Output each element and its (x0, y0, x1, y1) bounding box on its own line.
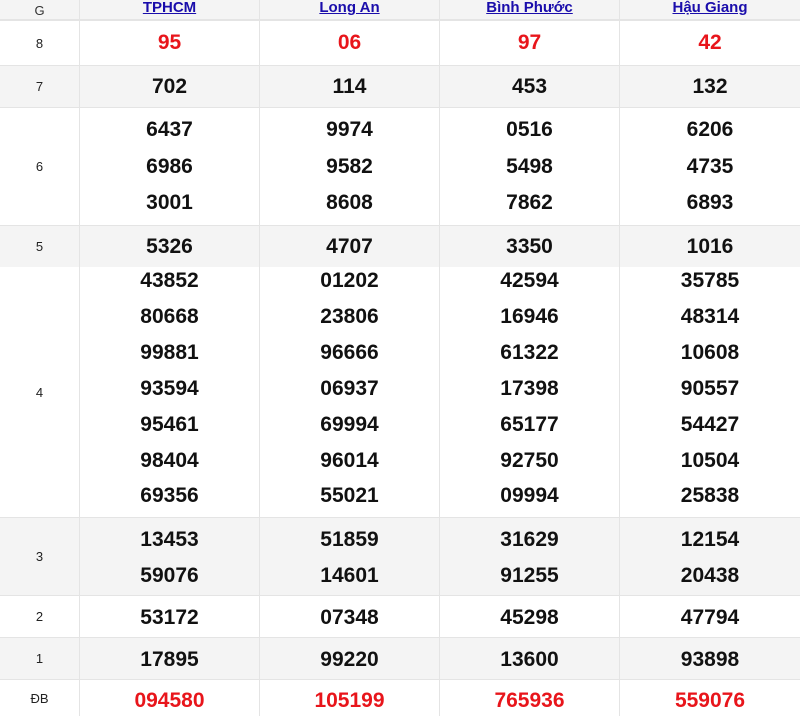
prize-row (0, 267, 800, 517)
province-header-hau-giang (620, 0, 800, 20)
winning-number: 3001 (146, 191, 193, 214)
winning-number: 48314 (680, 305, 740, 328)
winning-number: 92750 (500, 449, 559, 472)
winning-number: 765936 (494, 689, 565, 712)
winning-number: 93898 (680, 648, 740, 671)
result-cell-long-an (260, 226, 440, 267)
prize-row (0, 637, 800, 679)
result-cell-tphcm (80, 108, 260, 225)
result-cell-binh-phuoc (440, 638, 620, 679)
province-link-tphcm[interactable]: TPHCM (142, 0, 197, 16)
result-cell-binh-phuoc (440, 596, 620, 637)
prize-row (0, 20, 800, 65)
province-header-binh-phuoc (440, 0, 620, 20)
result-cell-hau-giang (620, 518, 800, 595)
result-cell-long-an (260, 21, 440, 65)
result-cell-tphcm (80, 596, 260, 637)
winning-number: 69356 (140, 484, 199, 507)
winning-number: 17398 (500, 377, 559, 400)
winning-number: 23806 (320, 305, 379, 328)
winning-number: 53172 (140, 606, 199, 629)
winning-number: 54427 (680, 413, 740, 436)
result-cell-binh-phuoc (440, 21, 620, 65)
winning-number: 6986 (146, 155, 193, 178)
winning-number: 7862 (506, 191, 553, 214)
winning-number: 453 (511, 75, 548, 98)
winning-number: 90557 (680, 377, 740, 400)
winning-number: 13600 (500, 648, 559, 671)
winning-number: 91255 (500, 564, 559, 587)
winning-number: 10608 (680, 341, 740, 364)
province-link-binh-phuoc[interactable]: Bình Phước (486, 0, 573, 16)
result-cell-tphcm (80, 66, 260, 107)
result-cell-hau-giang (620, 226, 800, 267)
winning-number: 47794 (680, 606, 740, 629)
prize-label: ĐB (0, 680, 80, 716)
winning-number: 43852 (140, 269, 199, 292)
result-cell-hau-giang (620, 108, 800, 225)
result-cell-tphcm (80, 267, 260, 517)
winning-number: 61322 (500, 341, 559, 364)
winning-number: 9974 (326, 118, 373, 141)
winning-number: 45298 (500, 606, 559, 629)
winning-number: 1016 (686, 235, 734, 258)
winning-number: 93594 (140, 377, 199, 400)
winning-number: 09994 (500, 484, 559, 507)
result-cell-tphcm (80, 680, 260, 716)
result-cell-binh-phuoc (440, 680, 620, 716)
winning-number: 25838 (680, 484, 740, 507)
winning-number: 59076 (140, 564, 199, 587)
winning-number: 96666 (320, 341, 379, 364)
winning-number: 4707 (326, 235, 373, 258)
winning-number: 3350 (506, 235, 553, 258)
winning-number: 559076 (674, 689, 746, 712)
result-cell-hau-giang (620, 66, 800, 107)
winning-number: 5498 (506, 155, 553, 178)
province-link-long-an[interactable]: Long An (319, 0, 380, 16)
winning-number: 6437 (146, 118, 193, 141)
result-cell-binh-phuoc (440, 226, 620, 267)
winning-number: 06937 (320, 377, 379, 400)
prize-row (0, 517, 800, 595)
winning-number: 8608 (326, 191, 373, 214)
winning-number: 97 (517, 31, 542, 54)
winning-number: 9582 (326, 155, 373, 178)
winning-number: 6206 (686, 118, 734, 141)
winning-number: 0516 (506, 118, 553, 141)
province-header-tphcm (80, 0, 260, 20)
winning-number: 95 (157, 31, 182, 54)
prize-column-header: G (0, 0, 80, 20)
prize-row (0, 595, 800, 637)
result-cell-long-an (260, 267, 440, 517)
prize-label: 2 (0, 596, 80, 637)
winning-number: 10504 (680, 449, 740, 472)
winning-number: 094580 (134, 689, 205, 712)
winning-number: 42594 (500, 269, 559, 292)
prize-label: 3 (0, 518, 80, 595)
winning-number: 17895 (140, 648, 199, 671)
result-cell-tphcm (80, 638, 260, 679)
winning-number: 99220 (320, 648, 379, 671)
prize-row (0, 679, 800, 716)
result-cell-hau-giang (620, 267, 800, 517)
table-header (0, 0, 800, 20)
winning-number: 13453 (140, 528, 199, 551)
winning-number: 55021 (320, 484, 379, 507)
prize-label: 8 (0, 21, 80, 65)
result-cell-hau-giang (620, 596, 800, 637)
winning-number: 99881 (140, 341, 199, 364)
winning-number: 42 (698, 31, 722, 54)
prize-row (0, 65, 800, 107)
result-cell-tphcm (80, 21, 260, 65)
result-cell-long-an (260, 66, 440, 107)
result-cell-hau-giang (620, 638, 800, 679)
winning-number: 96014 (320, 449, 379, 472)
result-cell-tphcm (80, 226, 260, 267)
winning-number: 65177 (500, 413, 559, 436)
province-link-hau-giang[interactable]: Hậu Giang (672, 0, 748, 16)
winning-number: 51859 (320, 528, 379, 551)
winning-number: 98404 (140, 449, 199, 472)
winning-number: 5326 (146, 235, 193, 258)
winning-number: 07348 (320, 606, 379, 629)
result-cell-hau-giang (620, 680, 800, 716)
prize-label: 7 (0, 66, 80, 107)
winning-number: 80668 (140, 305, 199, 328)
winning-number: 702 (151, 75, 188, 98)
winning-number: 132 (692, 75, 728, 98)
winning-number: 16946 (500, 305, 559, 328)
prize-label: 6 (0, 108, 80, 225)
result-cell-long-an (260, 596, 440, 637)
winning-number: 20438 (680, 564, 740, 587)
result-cell-hau-giang (620, 21, 800, 65)
result-cell-binh-phuoc (440, 66, 620, 107)
winning-number: 95461 (140, 413, 199, 436)
winning-number: 105199 (314, 689, 385, 712)
result-cell-binh-phuoc (440, 267, 620, 517)
winning-number: 01202 (320, 269, 379, 292)
winning-number: 114 (332, 75, 367, 98)
winning-number: 06 (337, 31, 362, 54)
prize-label: 5 (0, 226, 80, 267)
result-cell-long-an (260, 518, 440, 595)
result-cell-binh-phuoc (440, 108, 620, 225)
prize-row (0, 225, 800, 267)
prize-label: 1 (0, 638, 80, 679)
result-cell-tphcm (80, 518, 260, 595)
result-cell-long-an (260, 680, 440, 716)
winning-number: 31629 (500, 528, 559, 551)
result-cell-binh-phuoc (440, 518, 620, 595)
result-cell-long-an (260, 108, 440, 225)
winning-number: 4735 (686, 155, 734, 178)
province-header-long-an (260, 0, 440, 20)
winning-number: 69994 (320, 413, 379, 436)
winning-number: 12154 (680, 528, 740, 551)
winning-number: 35785 (680, 269, 740, 292)
winning-number: 14601 (320, 564, 379, 587)
prize-label: 4 (0, 267, 80, 517)
prize-row (0, 107, 800, 225)
result-cell-long-an (260, 638, 440, 679)
winning-number: 6893 (686, 191, 734, 214)
